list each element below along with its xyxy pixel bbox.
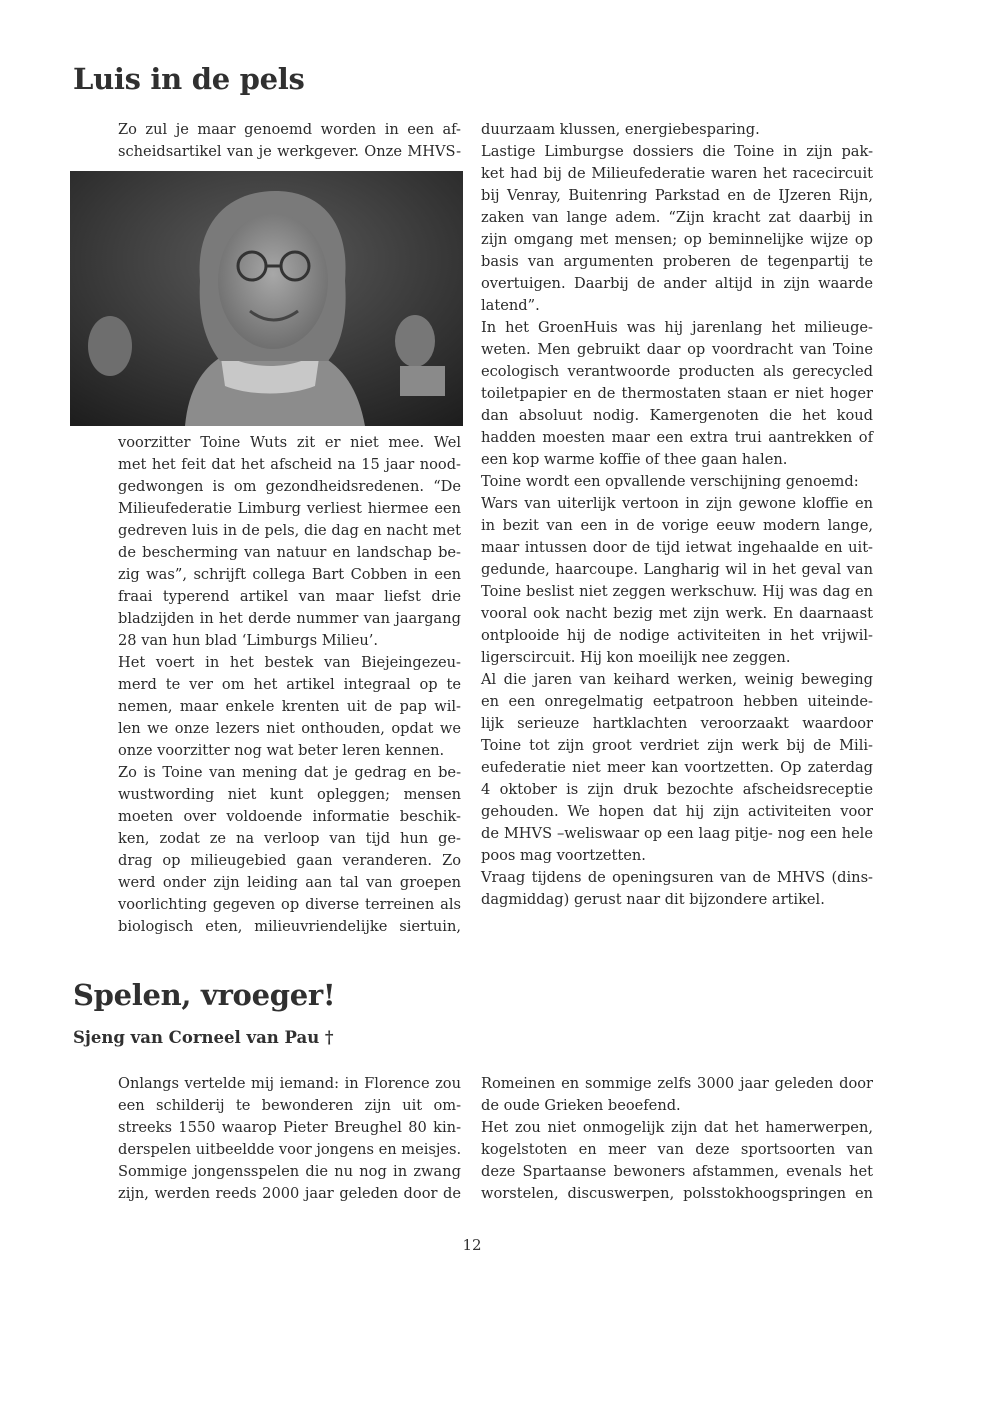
- text-line: de bescherming van natuur en landschap be-: [118, 544, 461, 561]
- text-line: Zo is Toine van mening dat je gedrag en be-: [118, 764, 461, 781]
- text-line: een schilderij te bewonderen zijn uit om-: [118, 1097, 461, 1114]
- portrait-photo: [70, 171, 463, 426]
- text-line: gehouden. We hopen dat hij zijn activiteiten voor: [481, 803, 873, 820]
- text-line: fraai typerend artikel van maar liefst drie: [118, 588, 461, 605]
- text-line: nemen, maar enkele krenten uit de pap wil-: [118, 698, 461, 715]
- text-line: maar intussen door de tijd ietwat ingehaalde en uit-: [481, 539, 873, 556]
- text-line: dagmiddag) gerust naar dit bijzondere artikel.: [481, 891, 825, 908]
- text-line: biologisch eten, milieuvriendelijke siertuin,: [118, 918, 461, 935]
- text-line: Zo zul je maar genoemd worden in een af-: [118, 121, 461, 138]
- text-line: scheidsartikel van je werkgever. Onze MHVS-: [118, 143, 461, 160]
- text-line: Het voert in het bestek van Biejeingezeu-: [118, 654, 461, 671]
- text-line: drag op milieugebied gaan veranderen. Zo: [118, 852, 461, 869]
- text-line: gedreven luis in de pels, die dag en nacht met: [118, 522, 461, 539]
- text-line: met het feit dat het afscheid na 15 jaar nood-: [118, 456, 461, 473]
- text-line: ket had bij de Milieufederatie waren het racecircuit: [481, 165, 873, 182]
- text-line: Wars van uiterlijk vertoon in zijn gewone kloffie en: [481, 495, 873, 512]
- text-line: moeten over voldoende informatie beschik-: [118, 808, 461, 825]
- text-line: Romeinen en sommige zelfs 3000 jaar geleden door: [481, 1075, 873, 1092]
- text-line: worstelen, discuswerpen, polsstokhoogspringen en: [481, 1185, 873, 1202]
- text-line: ecologisch verantwoorde producten als gerecycled: [481, 363, 873, 380]
- text-line: duurzaam klussen, energiebesparing.: [481, 121, 760, 138]
- text-line: ligerscircuit. Hij kon moeilijk nee zeggen.: [481, 649, 791, 666]
- text-line: latend”.: [481, 297, 540, 314]
- text-line: len we onze lezers niet onthouden, opdat we: [118, 720, 461, 737]
- article-title: Luis in de pels: [73, 62, 305, 96]
- text-line: onze voorzitter nog wat beter leren kennen.: [118, 742, 445, 759]
- text-line: bladzijden in het derde nummer van jaargang: [118, 610, 461, 627]
- text-line: derspelen uitbeeldde voor jongens en meisjes.: [118, 1141, 462, 1158]
- text-line: merd te ver om het artikel integraal op te: [118, 676, 461, 693]
- text-line: zaken van lange adem. “Zijn kracht zat daarbij in: [481, 209, 873, 226]
- text-line: gedunde, haarcoupe. Langharig wil in het geval van: [481, 561, 873, 578]
- text-line: 28 van hun blad ‘Limburgs Milieu’.: [118, 632, 379, 649]
- text-line: en een onregelmatig eetpatroon hebben uiteinde-: [481, 693, 873, 710]
- text-line: werd onder zijn leiding aan tal van groepen: [118, 874, 461, 891]
- text-line: voorlichting gegeven op diverse terreinen als: [118, 896, 461, 913]
- text-line: lijk serieuze hartklachten veroorzaakt waardoor: [481, 715, 873, 732]
- page-number: 12: [462, 1236, 482, 1254]
- article-byline: Sjeng van Corneel van Pau †: [73, 1028, 334, 1047]
- text-line: Milieufederatie Limburg verliest hiermee een: [118, 500, 461, 517]
- text-line: Toine tot zijn groot verdriet zijn werk bij de Mili-: [481, 737, 873, 754]
- text-line: vooral ook nacht bezig met zijn werk. En daarnaast: [481, 605, 873, 622]
- text-line: Vraag tijdens de openingsuren van de MHVS (dins-: [481, 869, 873, 886]
- text-line: wustwording niet kunt opleggen; mensen: [118, 786, 461, 803]
- text-line: bij Venray, Buitenring Parkstad en de IJzeren Rijn,: [481, 187, 873, 204]
- text-line: In het GroenHuis was hij jarenlang het milieuge-: [481, 319, 873, 336]
- article-column-right: [481, 119, 873, 911]
- article-column-right: [481, 1073, 873, 1205]
- text-line: kogelstoten en meer van deze sportsoorten van: [481, 1141, 873, 1158]
- text-line: basis van argumenten proberen de tegenpartij te: [481, 253, 873, 270]
- text-line: Lastige Limburgse dossiers die Toine in zijn pak-: [481, 143, 873, 160]
- text-line: de MHVS –weliswaar op een laag pitje- nog een hele: [481, 825, 873, 842]
- text-line: de oude Grieken beoefend.: [481, 1097, 681, 1114]
- text-line: Onlangs vertelde mij iemand: in Florence zou: [118, 1075, 461, 1092]
- text-line: zig was”, schrijft collega Bart Cobben in een: [118, 566, 461, 583]
- text-line: hadden moesten maar een extra trui aantrekken of: [481, 429, 873, 446]
- text-line: Toine wordt een opvallende verschijning genoemd:: [481, 473, 859, 490]
- article-column-left-top: [118, 119, 461, 163]
- text-line: streeks 1550 waarop Pieter Breughel 80 kin-: [118, 1119, 461, 1136]
- text-line: in bezit van een in de vorige eeuw modern lange,: [481, 517, 873, 534]
- text-line: poos mag voortzetten.: [481, 847, 646, 864]
- text-line: Al die jaren van keihard werken, weinig beweging: [481, 671, 873, 688]
- text-line: toiletpapier en de thermostaten staan er niet hoger: [481, 385, 873, 402]
- text-line: weten. Men gebruikt daar op voordracht van Toine: [481, 341, 873, 358]
- text-line: zijn, werden reeds 2000 jaar geleden door de: [118, 1185, 461, 1202]
- text-line: overtuigen. Daarbij de ander altijd in zijn waarde: [481, 275, 873, 292]
- article-title: Spelen, vroeger!: [73, 978, 336, 1012]
- text-line: Toine beslist niet zeggen werkschuw. Hij was dag en: [481, 583, 873, 600]
- text-line: Het zou niet onmogelijk zijn dat het hamerwerpen,: [481, 1119, 873, 1136]
- text-line: Sommige jongensspelen die nu nog in zwang: [118, 1163, 461, 1180]
- text-line: een kop warme koffie of thee gaan halen.: [481, 451, 788, 468]
- text-line: zijn omgang met mensen; op beminnelijke wijze op: [481, 231, 873, 248]
- text-line: gedwongen is om gezondheidsredenen. “De: [118, 478, 461, 495]
- text-line: deze Spartaanse bewoners afstammen, evenals het: [481, 1163, 873, 1180]
- article-column-left: [118, 1073, 461, 1205]
- text-line: 4 oktober is zijn druk bezochte afscheidsreceptie: [481, 781, 873, 798]
- text-line: dan absoluut nodig. Kamergenoten die het koud: [481, 407, 873, 424]
- article-column-left-bottom: [118, 432, 461, 938]
- text-line: ken, zodat ze na verloop van tijd hun ge-: [118, 830, 461, 847]
- text-line: eufederatie niet meer kan voortzetten. Op zaterdag: [481, 759, 873, 776]
- text-line: voorzitter Toine Wuts zit er niet mee. Wel: [118, 434, 461, 451]
- text-line: ontplooide hij de nodige activiteiten in het vrijwil-: [481, 627, 873, 644]
